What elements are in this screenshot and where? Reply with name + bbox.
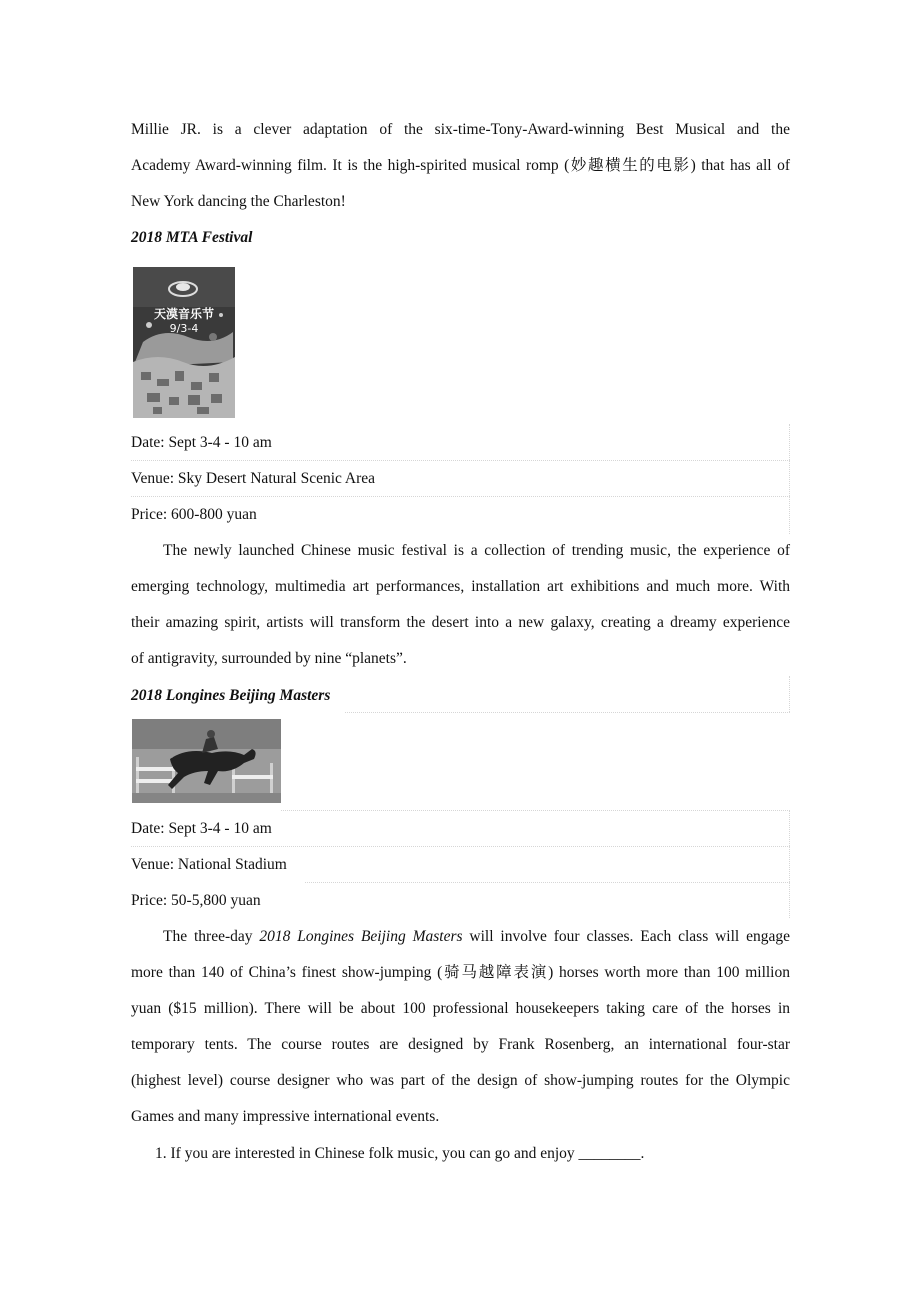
poster-dates: 9/3-4 bbox=[169, 322, 199, 335]
section-heading-longines: 2018 Longines Beijing Masters bbox=[131, 687, 331, 704]
divider bbox=[345, 712, 790, 713]
section-heading-mta: 2018 MTA Festival bbox=[131, 229, 253, 246]
mta-date: Date: Sept 3-4 - 10 am bbox=[131, 434, 272, 451]
paragraph-line: New York dancing the Charleston! bbox=[131, 193, 346, 210]
paragraph-line: yuan ($15 million). There will be about 100 professional housekeepers taking care of the horses in bbox=[131, 1000, 790, 1017]
paragraph-line: (highest level) course designer who was part of the design of show-jumping routes for the Olympic bbox=[131, 1072, 790, 1089]
paragraph-line: The newly launched Chinese music festival is a collection of trending music, the experience of bbox=[163, 542, 790, 559]
longines-date: Date: Sept 3-4 - 10 am bbox=[131, 820, 272, 837]
paragraph-line: temporary tents. The course routes are designed by Frank Rosenberg, an international four-star bbox=[131, 1036, 790, 1053]
event-name-italic: 2018 Longines Beijing Masters bbox=[259, 928, 463, 945]
paragraph-line bbox=[163, 927, 790, 947]
divider bbox=[789, 676, 790, 712]
poster-title: 天漠音乐节 bbox=[153, 307, 214, 321]
mta-price: Price: 600-800 yuan bbox=[131, 506, 257, 523]
paragraph-line: of antigravity, surrounded by nine “planets”. bbox=[131, 650, 407, 667]
paragraph-line: their amazing spirit, artists will transform the desert into a new galaxy, creating a dreamy experience bbox=[131, 614, 790, 631]
divider bbox=[281, 810, 790, 811]
paragraph-line: Games and many impressive international events. bbox=[131, 1108, 440, 1125]
paragraph-line: Academy Award-winning film. It is the high-spirited musical romp (妙趣横生的电影) that has all of bbox=[131, 157, 790, 174]
paragraph-line: emerging technology, multimedia art performances, installation art exhibitions and much more. With bbox=[131, 578, 790, 595]
divider bbox=[789, 810, 790, 918]
question-1: 1. If you are interested in Chinese folk music, you can go and enjoy ________. bbox=[155, 1145, 645, 1162]
text-span: will involve four classes. Each class will engage bbox=[462, 928, 790, 945]
divider bbox=[131, 496, 790, 497]
longines-venue: Venue: National Stadium bbox=[131, 856, 287, 873]
mta-venue: Venue: Sky Desert Natural Scenic Area bbox=[131, 470, 376, 487]
divider bbox=[305, 882, 790, 883]
mta-festival-poster bbox=[133, 267, 235, 418]
show-jumping-photo bbox=[132, 719, 281, 803]
divider bbox=[131, 846, 790, 847]
divider bbox=[789, 424, 790, 534]
divider bbox=[131, 460, 790, 461]
longines-price: Price: 50-5,800 yuan bbox=[131, 892, 261, 909]
paragraph-line: more than 140 of China’s finest show-jumping (骑马越障表演) horses worth more than 100 million bbox=[131, 964, 790, 981]
text-span: The three-day bbox=[163, 928, 260, 945]
paragraph-line: Millie JR. is a clever adaptation of the six-time-Tony-Award-winning Best Musical and the bbox=[131, 121, 790, 138]
